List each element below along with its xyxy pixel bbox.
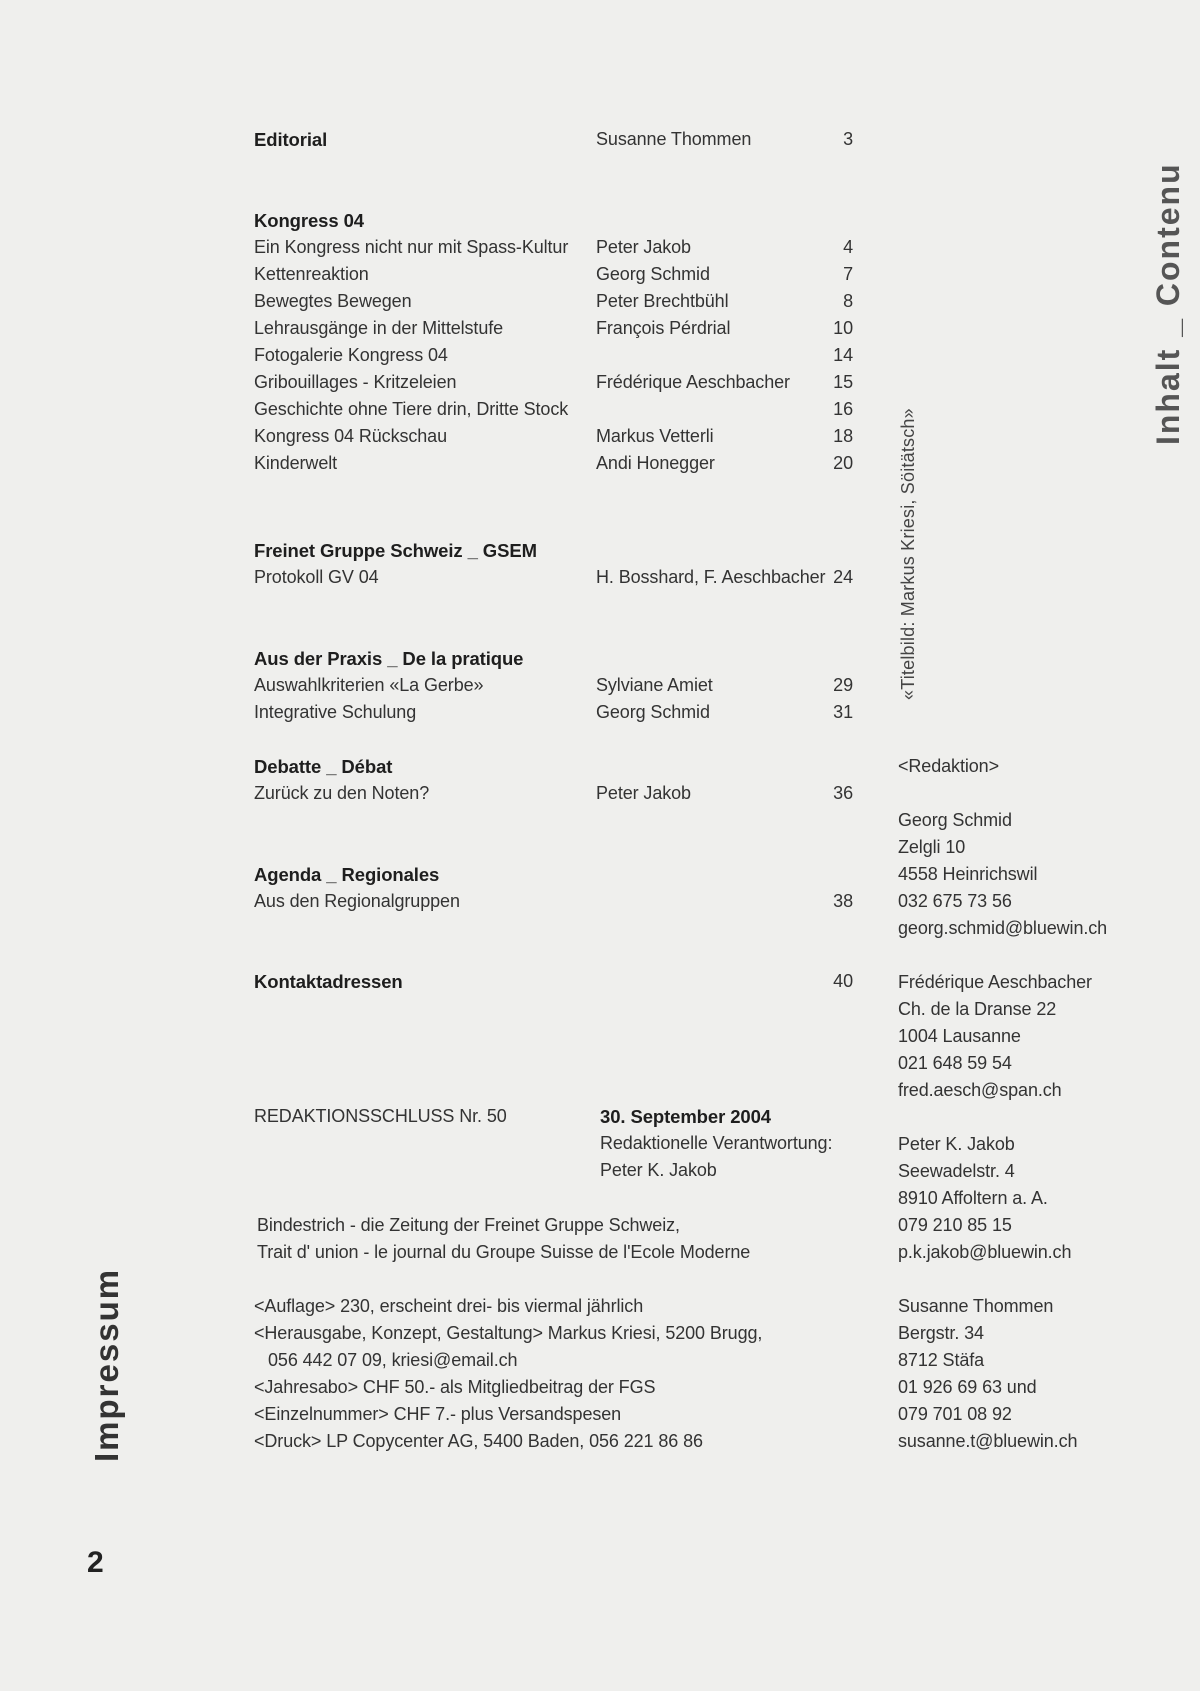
toc-item-author: Peter Jakob: [596, 237, 691, 257]
contact-line: 032 675 73 56: [898, 891, 1012, 911]
toc-section-heading: Kongress 04: [254, 210, 364, 231]
toc-item-title: Kinderwelt: [254, 453, 338, 473]
impressum-detail: <Herausgabe, Konzept, Gestaltung> Markus Kriesi, 5200 Brugg,: [254, 1323, 763, 1343]
toc-item-page: 16: [833, 399, 853, 419]
impressum-detail: 056 442 07 09, kriesi@email.ch: [268, 1350, 518, 1370]
toc-item-author: Peter Jakob: [596, 783, 691, 803]
contact-line: 4558 Heinrichswil: [898, 864, 1038, 884]
toc-item-page: 18: [833, 426, 853, 446]
description-line: Trait d' union - le journal du Groupe Suisse de l'Ecole Moderne: [257, 1242, 751, 1262]
contact-line: Frédérique Aeschbacher: [898, 972, 1092, 992]
toc-item-author: Andi Honegger: [596, 453, 715, 473]
impressum-label: Impressum: [88, 1267, 125, 1462]
impressum-detail: <Auflage> 230, erscheint drei- bis viermal jährlich: [254, 1296, 644, 1316]
toc-item-title: Auswahlkriterien «La Gerbe»: [254, 675, 484, 695]
toc-item-page: 15: [833, 372, 853, 392]
toc-item-page: 36: [833, 783, 853, 803]
toc-item-title: Kongress 04 Rückschau: [254, 426, 448, 446]
toc-item-author: H. Bosshard, F. Aeschbacher: [596, 567, 826, 587]
contact-line: Peter K. Jakob: [898, 1134, 1015, 1154]
toc-item-page: 10: [833, 318, 853, 338]
toc-item-title: Ein Kongress nicht nur mit Spass-Kultur: [254, 237, 569, 257]
page-number: 2: [87, 1546, 104, 1579]
contact-line: 1004 Lausanne: [898, 1026, 1021, 1046]
responsibility-label: Redaktionelle Verantwortung:: [600, 1133, 833, 1153]
toc-item-author: Markus Vetterli: [596, 426, 714, 446]
inhalt-contenu-label: Inhalt _ Contenu: [1150, 162, 1186, 445]
contact-line: 079 210 85 15: [898, 1215, 1012, 1235]
toc-item-page: 29: [833, 675, 853, 695]
toc-item-author: Georg Schmid: [596, 702, 710, 722]
toc-item-page: 20: [833, 453, 853, 473]
toc-item-title: Aus den Regionalgruppen: [254, 891, 460, 911]
toc-kontakt-title: Kontaktadressen: [254, 971, 403, 992]
toc-section-heading: Agenda _ Regionales: [254, 864, 440, 885]
contact-line: Ch. de la Dranse 22: [898, 999, 1057, 1019]
contact-line: 021 648 59 54: [898, 1053, 1012, 1073]
toc-item-author: Frédérique Aeschbacher: [596, 372, 790, 392]
contact-line: 8910 Affoltern a. A.: [898, 1188, 1048, 1208]
redaktion-label: <Redaktion>: [898, 756, 999, 776]
toc-item-title: Geschichte ohne Tiere drin, Dritte Stock: [254, 399, 569, 419]
contact-line: 079 701 08 92: [898, 1404, 1012, 1424]
contact-email: susanne.t@bluewin.ch: [898, 1431, 1078, 1451]
titelbild-caption: «Titelbild: Markus Kriesi, Söitätsch»: [898, 408, 918, 700]
toc-item-title: Fotogalerie Kongress 04: [254, 345, 448, 365]
toc-editorial-title: Editorial: [254, 129, 328, 150]
toc-item-page: 31: [833, 702, 853, 722]
impressum-detail: <Druck> LP Copycenter AG, 5400 Baden, 056 221 86 86: [254, 1431, 703, 1451]
toc-item-author: Peter Brechtbühl: [596, 291, 729, 311]
toc-item-page: 8: [843, 291, 853, 311]
toc-item-title: Zurück zu den Noten?: [254, 783, 430, 803]
toc-section-heading: Debatte _ Débat: [254, 756, 393, 777]
contact-line: Bergstr. 34: [898, 1323, 984, 1343]
toc-item-title: Gribouillages - Kritzeleien: [254, 372, 457, 392]
contact-email: fred.aesch@span.ch: [898, 1080, 1062, 1100]
toc-item-page: 24: [833, 567, 853, 587]
contact-email: georg.schmid@bluewin.ch: [898, 918, 1108, 938]
toc-item-page: 4: [843, 237, 853, 257]
contact-line: Zelgli 10: [898, 837, 966, 857]
contact-line: Seewadelstr. 4: [898, 1161, 1015, 1181]
toc-editorial-page: 3: [843, 129, 853, 149]
toc-kontakt-page: 40: [833, 971, 853, 991]
toc-item-title: Bewegtes Bewegen: [254, 291, 412, 311]
impressum-detail: <Einzelnummer> CHF 7.- plus Versandspesen: [254, 1404, 622, 1424]
deadline-label: REDAKTIONSSCHLUSS Nr. 50: [254, 1106, 507, 1126]
toc-item-author: François Pérdrial: [596, 318, 731, 338]
contact-email: p.k.jakob@bluewin.ch: [898, 1242, 1072, 1262]
toc-item-title: Kettenreaktion: [254, 264, 369, 284]
toc-item-author: Sylviane Amiet: [596, 675, 713, 695]
toc-item-page: 7: [843, 264, 853, 284]
contact-line: Susanne Thommen: [898, 1296, 1054, 1316]
toc-item-page: 38: [833, 891, 853, 911]
contact-line: 8712 Stäfa: [898, 1350, 985, 1370]
impressum-detail: <Jahresabo> CHF 50.- als Mitgliedbeitrag der FGS: [254, 1377, 656, 1397]
toc-item-title: Protokoll GV 04: [254, 567, 379, 587]
toc-item-title: Lehrausgänge in der Mittelstufe: [254, 318, 504, 338]
toc-editorial-author: Susanne Thommen: [596, 129, 752, 149]
deadline-date: 30. September 2004: [600, 1106, 771, 1127]
toc-item-author: Georg Schmid: [596, 264, 710, 284]
toc-section-heading: Aus der Praxis _ De la pratique: [254, 648, 524, 669]
toc-item-title: Integrative Schulung: [254, 702, 417, 722]
responsibility-name: Peter K. Jakob: [600, 1160, 717, 1180]
toc-item-page: 14: [833, 345, 853, 365]
description-line: Bindestrich - die Zeitung der Freinet Gruppe Schweiz,: [257, 1215, 680, 1235]
contact-line: Georg Schmid: [898, 810, 1012, 830]
contact-line: 01 926 69 63 und: [898, 1377, 1037, 1397]
toc-section-heading: Freinet Gruppe Schweiz _ GSEM: [254, 540, 537, 561]
